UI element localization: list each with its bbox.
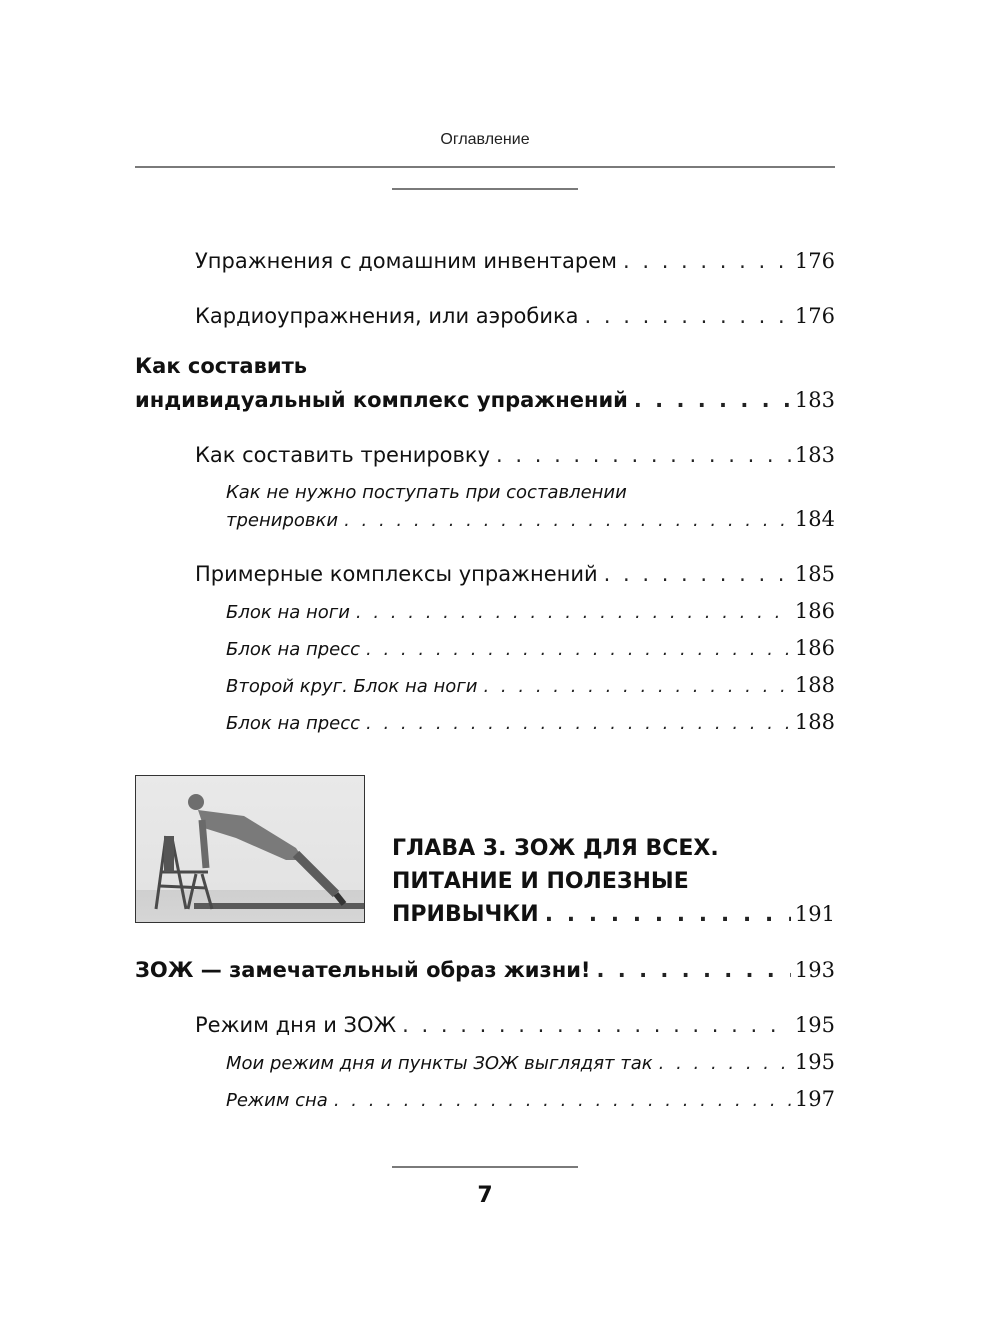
toc-leader-dots	[545, 902, 791, 927]
toc-entry-title: Примерные комплексы упражнений	[195, 562, 598, 586]
toc-entry-kompleks[interactable]	[135, 388, 835, 412]
toc-entry-title: ПРИВЫЧКИ	[392, 902, 539, 927]
toc-entry-title: Упражнения с домашним инвентарем	[195, 249, 617, 273]
toc-entry-rezhim-sna[interactable]	[226, 1087, 835, 1111]
toc-entry-title: Второй круг. Блок на ноги	[226, 676, 478, 697]
toc-entry-title: тренировки	[226, 510, 339, 531]
toc-leader-dots	[356, 602, 791, 623]
toc-entry-title: Блок на пресс	[226, 639, 361, 660]
toc-entry-kardio[interactable]	[195, 304, 835, 328]
toc-leader-dots	[659, 1053, 791, 1074]
toc-leader-dots	[366, 639, 791, 660]
toc-entry-glava3[interactable]	[392, 902, 835, 927]
toc-leader-dots	[604, 562, 791, 586]
toc-entry-page: 188	[794, 710, 835, 734]
toc-entry-kompleks-line1[interactable]: Как составить	[135, 354, 308, 378]
toc-entry-page: 184	[794, 507, 835, 531]
toc-entry-title: ЗОЖ — замечательный образ жизни!	[135, 958, 591, 982]
header-rule	[135, 166, 835, 168]
toc-entry-title: Режим сна	[226, 1090, 328, 1111]
header-short-rule	[392, 188, 578, 190]
toc-entry-title: индивидуальный комплекс упражнений	[135, 388, 628, 412]
toc-entry-page: 195	[794, 1013, 835, 1037]
toc-leader-dots	[483, 676, 790, 697]
toc-entry-primernye[interactable]	[195, 562, 835, 586]
toc-entry-title: Мои режим дня и пункты ЗОЖ выглядят так	[226, 1053, 653, 1074]
toc-leader-dots	[402, 1013, 791, 1037]
toc-leader-dots	[344, 510, 791, 531]
toc-entry-page: 183	[794, 388, 835, 412]
toc-entry-trenirovka[interactable]	[195, 443, 835, 467]
toc-entry-page: 183	[794, 443, 835, 467]
toc-entry-vtoroy-krug[interactable]	[226, 673, 835, 697]
toc-entry-moi-rezhim[interactable]	[226, 1050, 835, 1074]
toc-entry-rezhim-dnya[interactable]	[195, 1013, 835, 1037]
toc-entry-page: 193	[794, 958, 835, 982]
toc-entry-nogi1[interactable]	[226, 599, 835, 623]
toc-entry-title: Блок на пресс	[226, 713, 361, 734]
footer-rule	[392, 1166, 578, 1168]
toc-leader-dots	[496, 443, 791, 467]
push-up-illustration	[136, 776, 365, 923]
toc-entry-ne-nuzhno-line1[interactable]: Как не нужно поступать при составлении	[226, 482, 627, 503]
toc-entry-title: Блок на ноги	[226, 602, 350, 623]
toc-entry-page: 176	[794, 249, 835, 273]
toc-entry-press2[interactable]	[226, 710, 835, 734]
chapter-title-line1[interactable]: ГЛАВА 3. ЗОЖ ДЛЯ ВСЕХ.	[392, 836, 719, 861]
chapter-title-line2[interactable]: ПИТАНИЕ И ПОЛЕЗНЫЕ	[392, 869, 689, 894]
toc-entry-page: 186	[794, 599, 835, 623]
toc-leader-dots	[634, 388, 791, 412]
toc-entry-title: Как составить тренировку	[195, 443, 491, 467]
toc-entry-page: 191	[794, 902, 835, 926]
toc-leader-dots	[585, 304, 791, 328]
toc-entry-page: 195	[794, 1050, 835, 1074]
toc-leader-dots	[597, 958, 791, 982]
toc-entry-page: 186	[794, 636, 835, 660]
toc-leader-dots	[623, 249, 791, 273]
toc-leader-dots	[334, 1090, 791, 1111]
toc-leader-dots	[366, 713, 791, 734]
toc-entry-page: 185	[794, 562, 835, 586]
toc-entry-press1[interactable]	[226, 636, 835, 660]
page-number: 7	[477, 1183, 493, 1208]
toc-entry-page: 188	[794, 673, 835, 697]
toc-entry-ne-nuzhno[interactable]	[226, 507, 835, 531]
toc-entry-title: Кардиоупражнения, или аэробика	[195, 304, 579, 328]
running-head: Оглавление	[440, 131, 530, 148]
toc-entry-page: 197	[794, 1087, 835, 1111]
toc-entry-inventar[interactable]	[195, 249, 835, 273]
chapter-photo	[135, 775, 365, 923]
toc-entry-page: 176	[794, 304, 835, 328]
toc-entry-title: Режим дня и ЗОЖ	[195, 1013, 397, 1037]
toc-entry-zozh[interactable]	[135, 958, 835, 982]
